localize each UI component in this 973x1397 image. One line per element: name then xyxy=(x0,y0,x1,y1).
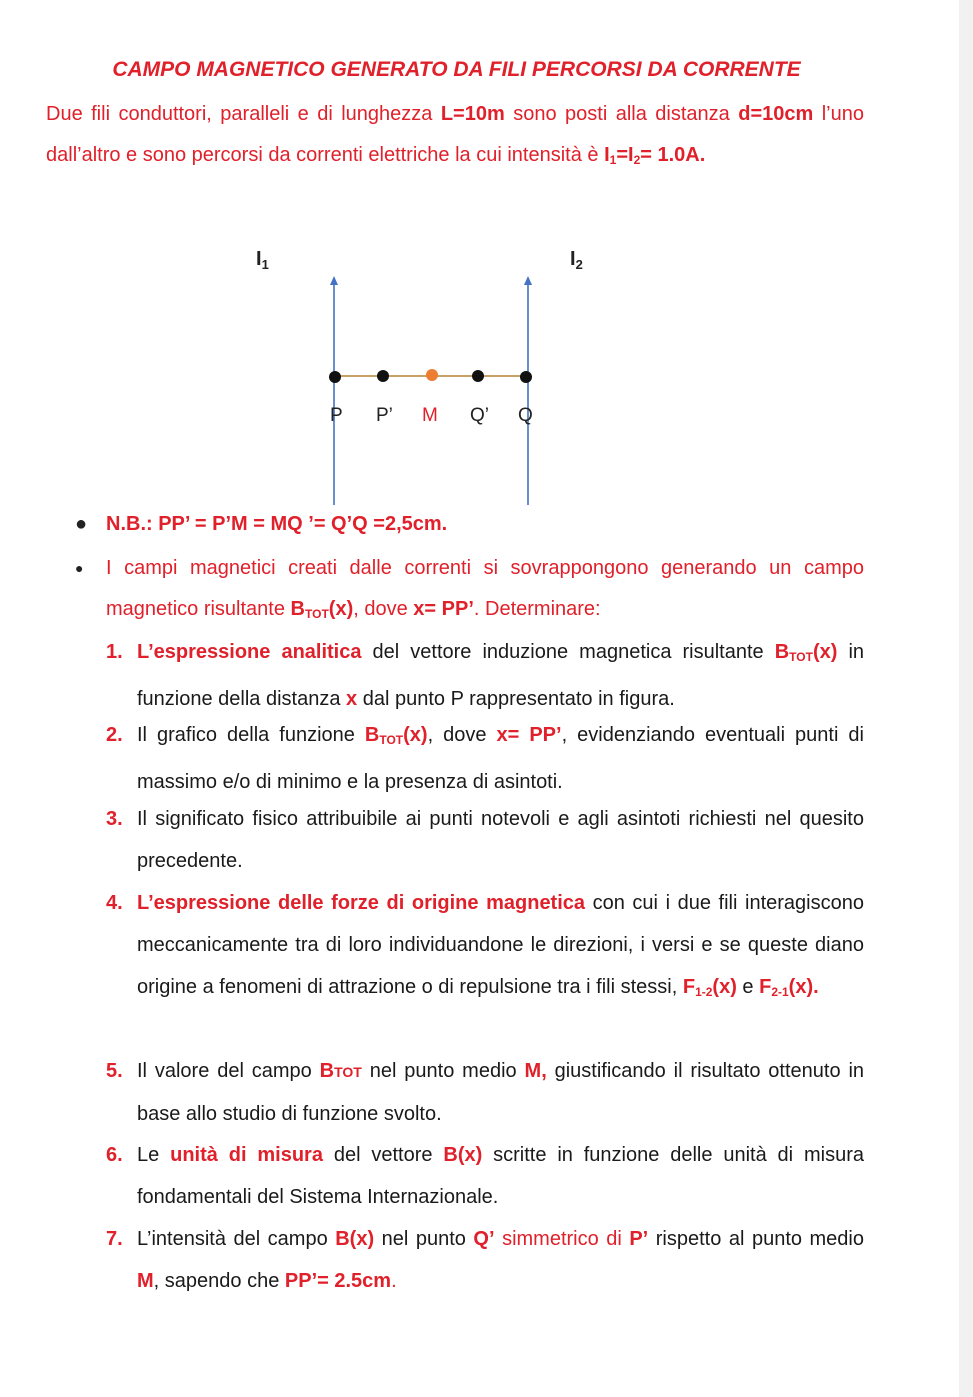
list-item-1: 1. L’espressione analitica del vettore induzione magnetica risultante $B_{TOT}(x)$ in funzione della distanza x dal punto P rappresentato in figura. xyxy=(106,641,865,710)
label-m: M xyxy=(422,405,438,426)
label-q-prime: Q’ xyxy=(470,405,489,426)
wire-1-label: $I_1$ xyxy=(256,248,269,272)
wire-2-arrow xyxy=(524,276,532,285)
list-item-7: 7. L’intensità del campo B(x) nel punto Q’ simmetrico di P’ rispetto al punto medio M, sapendo che PP’= 2.5cm. xyxy=(106,1228,864,1292)
list-item-2: 2. Il grafico della funzione $B_{TOT}(x)$, dove x= PP’, evidenziando eventuali punti di massimo e/o di minimo e la presenza di asintoti. xyxy=(106,724,864,793)
list-item-5: 5. Il valore del campo BTOT nel punto medio M, giustificando il risultato ottenuto in base allo studio di funzione svolto. xyxy=(106,1060,865,1125)
list-item-4: 4. L’espressione delle forze di origine magnetica con cui i due fili interagiscono meccanicamente tra di loro individuandone le direzioni, i versi e se queste diano origine a fenomeni di attrazione o di repulsione tra i fili stessi, $F_{1-2}(x)$ e $F_{2-1}(x)$. xyxy=(106,892,864,999)
label-p: P xyxy=(330,405,343,426)
label-p-prime: P’ xyxy=(376,405,393,426)
note-bullet: ● N.B.: PP’ = P’M = MQ ’= Q’Q =2,5cm. xyxy=(75,513,448,535)
intro-paragraph: Due fili conduttori, paralleli e di lunghezza L=10m sono posti alla distanza d=10cm l’uno dall’altro e sono percorsi da correnti elettriche la cui intensità è $I_1=I_2= 1.0A$. xyxy=(46,103,864,167)
fields-bullet: ● I campi magnetici creati dalle correnti si sovrappongono generando un campo magnetico risultante $B_{TOT}(x)$, dove x= PP’. Determinare: xyxy=(75,557,864,621)
list-item-3: 3. Il significato fisico attribuibile ai punti notevoli e agli asintoti richiesti nel quesito precedente. xyxy=(106,808,864,872)
label-q: Q xyxy=(518,405,533,426)
point-p-prime xyxy=(377,370,389,382)
point-p xyxy=(329,371,341,383)
page-title: CAMPO MAGNETICO GENERATO DA FILI PERCORSI DA CORRENTE xyxy=(112,58,801,81)
wire-2-label: $I_2$ xyxy=(570,248,583,272)
point-q-prime xyxy=(472,370,484,382)
wires-diagram xyxy=(0,0,973,520)
point-m xyxy=(426,369,438,381)
list-item-6: 6. Le unità di misura del vettore B(x) scritte in funzione delle unità di misura fondamentali del Sistema Internazionale. xyxy=(106,1144,864,1208)
wire-1-arrow xyxy=(330,276,338,285)
point-q xyxy=(520,371,532,383)
